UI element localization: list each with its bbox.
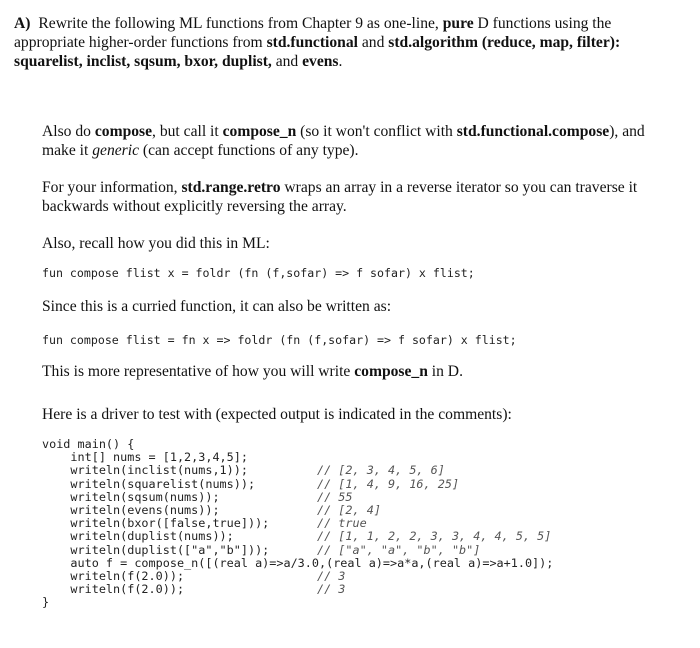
code-text: writeln(bxor([false,true])); bbox=[42, 516, 270, 531]
text: For your information, bbox=[42, 179, 182, 196]
code-comment: // [1, 4, 9, 16, 25] bbox=[317, 476, 460, 491]
text: and bbox=[357, 34, 389, 51]
code-comment: // [1, 1, 2, 2, 3, 3, 4, 4, 5, 5] bbox=[317, 529, 552, 544]
text: , but call it bbox=[152, 123, 223, 140]
code-comment: // [2, 4] bbox=[317, 502, 381, 517]
compose-paragraph bbox=[42, 122, 682, 160]
code-text: auto f = compose_n([(real a)=>a/3.0,(real a)=>a*a,(real a)=>a+1.0]); bbox=[42, 555, 554, 570]
code-comment: // 55 bbox=[317, 489, 353, 504]
bold-text: std.range.retro bbox=[181, 179, 281, 196]
code-text: writeln(f(2.0)); bbox=[42, 582, 185, 597]
bold-text: evens bbox=[302, 53, 339, 70]
code-text: void main() { bbox=[42, 437, 135, 451]
text: Also do bbox=[42, 123, 95, 140]
code-comment: // ["a", "a", "b", "b"] bbox=[317, 542, 481, 557]
code-text: writeln(evens(nums)); bbox=[42, 502, 220, 517]
code-comment: // 3 bbox=[317, 568, 346, 583]
code-comment: // 3 bbox=[317, 582, 346, 597]
text: (can accept functions of any type). bbox=[139, 142, 359, 159]
curried-paragraph: Since this is a curried function, it can also be written as: bbox=[42, 298, 392, 315]
code-text: writeln(sqsum(nums)); bbox=[42, 489, 220, 504]
text: This is more representative of how you will write bbox=[42, 363, 355, 380]
text: D functions using the appropriate higher-order functions from bbox=[14, 15, 612, 51]
code-text: int[] nums = [1,2,3,4,5]; bbox=[42, 450, 248, 465]
bold-text: compose_n bbox=[354, 363, 428, 380]
question-paragraph bbox=[14, 14, 674, 71]
code-comment: // [2, 3, 4, 5, 6] bbox=[317, 463, 445, 478]
recall-paragraph: Also, recall how you did this in ML: bbox=[42, 235, 270, 252]
driver-intro-paragraph: Here is a driver to test with (expected output is indicated in the comments): bbox=[42, 406, 512, 423]
text: wraps an array in a reverse iterator so you can traverse it backwards without explicitly reversing the array. bbox=[42, 179, 638, 215]
text: ), and make it bbox=[42, 123, 645, 159]
code-text: writeln(squarelist(nums)); bbox=[42, 476, 256, 491]
code-text: } bbox=[42, 595, 50, 610]
text: (so it won't conflict with bbox=[296, 123, 457, 140]
bold-text: compose bbox=[94, 123, 153, 140]
text: . bbox=[338, 53, 343, 70]
text: and bbox=[271, 53, 303, 70]
text: Rewrite the following ML functions from Chapter 9 as one-line, bbox=[38, 15, 443, 32]
representative-paragraph bbox=[42, 362, 682, 381]
bold-text: std.algorithm (reduce, map, filter): squarelist, inclist, sqsum, bxor, duplist, bbox=[14, 34, 621, 70]
bold-text: std.functional.compose bbox=[456, 123, 610, 140]
code-comment: // true bbox=[317, 516, 367, 531]
code-text: writeln(inclist(nums,1)); bbox=[42, 463, 248, 478]
bold-text: compose_n bbox=[222, 123, 297, 140]
text: in D. bbox=[427, 363, 463, 380]
code-text: writeln(f(2.0)); bbox=[42, 568, 185, 583]
bold-text: std.functional bbox=[266, 34, 358, 51]
italic-text: generic bbox=[92, 142, 139, 159]
retro-paragraph bbox=[42, 178, 682, 216]
code-text: writeln(duplist(nums)); bbox=[42, 529, 234, 544]
ml-code-curried-args: fun compose flist x = foldr (fn (f,sofar) => f sofar) x flist; bbox=[42, 266, 475, 280]
code-text: writeln(duplist(["a","b"])); bbox=[42, 542, 270, 557]
bold-text: pure bbox=[442, 15, 474, 32]
question-label: A) bbox=[14, 15, 31, 32]
ml-code-lambda: fun compose flist = fn x => foldr (fn (f,sofar) => f sofar) x flist; bbox=[42, 333, 517, 347]
